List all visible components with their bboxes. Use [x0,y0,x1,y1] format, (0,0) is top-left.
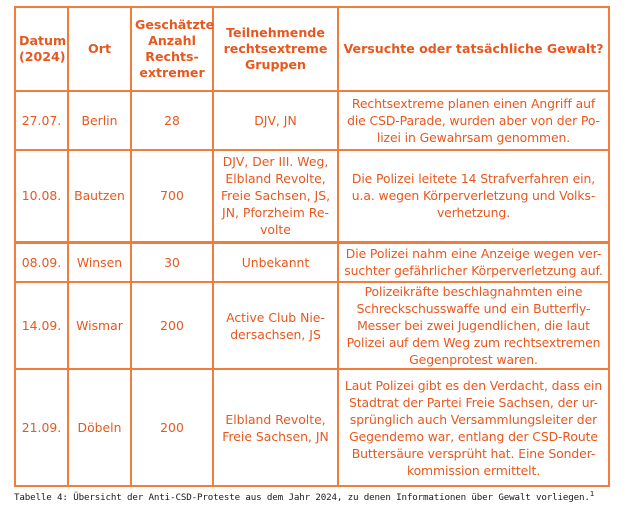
cell-count: 700 [131,150,213,242]
table-row [15,150,609,242]
cell-violence: Die Polizei nahm eine Anzeige wegen ver-suchter gefährlicher Körperverletzung auf. [338,242,609,282]
protest-table-container [14,6,608,487]
cell-date: 08.09. [15,242,68,282]
cell-groups: DJV, JN [213,91,338,150]
caption-text: Tabelle 4: Übersicht der Anti-CSD-Proteste aus dem Jahr 2024, zu denen Informationen über Gewalt vorliegen. [14,492,590,503]
cell-date: 27.07. [15,91,68,150]
cell-date: 14.09. [15,282,68,369]
cell-groups: Unbekannt [213,242,338,282]
cell-place: Döbeln [68,369,131,486]
table-caption [14,490,594,503]
cell-date: 10.08. [15,150,68,242]
header-place: Ort [68,7,131,91]
header-groups: Teilnehmende rechtsextreme Gruppen [213,7,338,91]
footnote-marker: 1 [589,490,595,498]
protest-table [14,6,610,487]
header-date: Datum (2024) [15,7,68,91]
cell-violence: Laut Polizei gibt es den Verdacht, dass ein Stadtrat der Partei Freie Sachsen, der ur-sprünglich auch Versammlungsleiter der Gegendemo war, entlang der CSD-Route Buttersäure versprüht hat. Eine Sonder-kommission ermittelt. [338,369,609,486]
cell-count: 200 [131,369,213,486]
cell-date: 21.09. [15,369,68,486]
table-row [15,369,609,486]
table-row [15,282,609,369]
cell-place: Bautzen [68,150,131,242]
table-row [15,91,609,150]
cell-place: Wismar [68,282,131,369]
table-header-row [15,7,609,91]
cell-place: Winsen [68,242,131,282]
cell-violence: Polizeikräfte beschlagnahmten eine Schreckschusswaffe und ein Butterfly-Messer bei zwei Jugendlichen, die laut Polizei auf dem Weg zum rechtsextremen Gegenprotest waren. [338,282,609,369]
cell-count: 200 [131,282,213,369]
header-violence: Versuchte oder tatsächliche Gewalt? [338,7,609,91]
cell-groups: DJV, Der III. Weg, Elbland Revolte, Freie Sachsen, JS, JN, Pforzheim Re-volte [213,150,338,242]
header-count: Geschätzte Anzahl Rechts-extremer [131,7,213,91]
cell-groups: Active Club Nie-dersachsen, JS [213,282,338,369]
table-row [15,242,609,282]
cell-groups: Elbland Revolte, Freie Sachsen, JN [213,369,338,486]
cell-place: Berlin [68,91,131,150]
cell-violence: Rechtsextreme planen einen Angriff auf die CSD-Parade, wurden aber von der Po-lizei in Gewahrsam genommen. [338,91,609,150]
cell-count: 28 [131,91,213,150]
cell-violence: Die Polizei leitete 14 Strafverfahren ein, u.a. wegen Körperverletzung und Volks-verhetzung. [338,150,609,242]
cell-count: 30 [131,242,213,282]
